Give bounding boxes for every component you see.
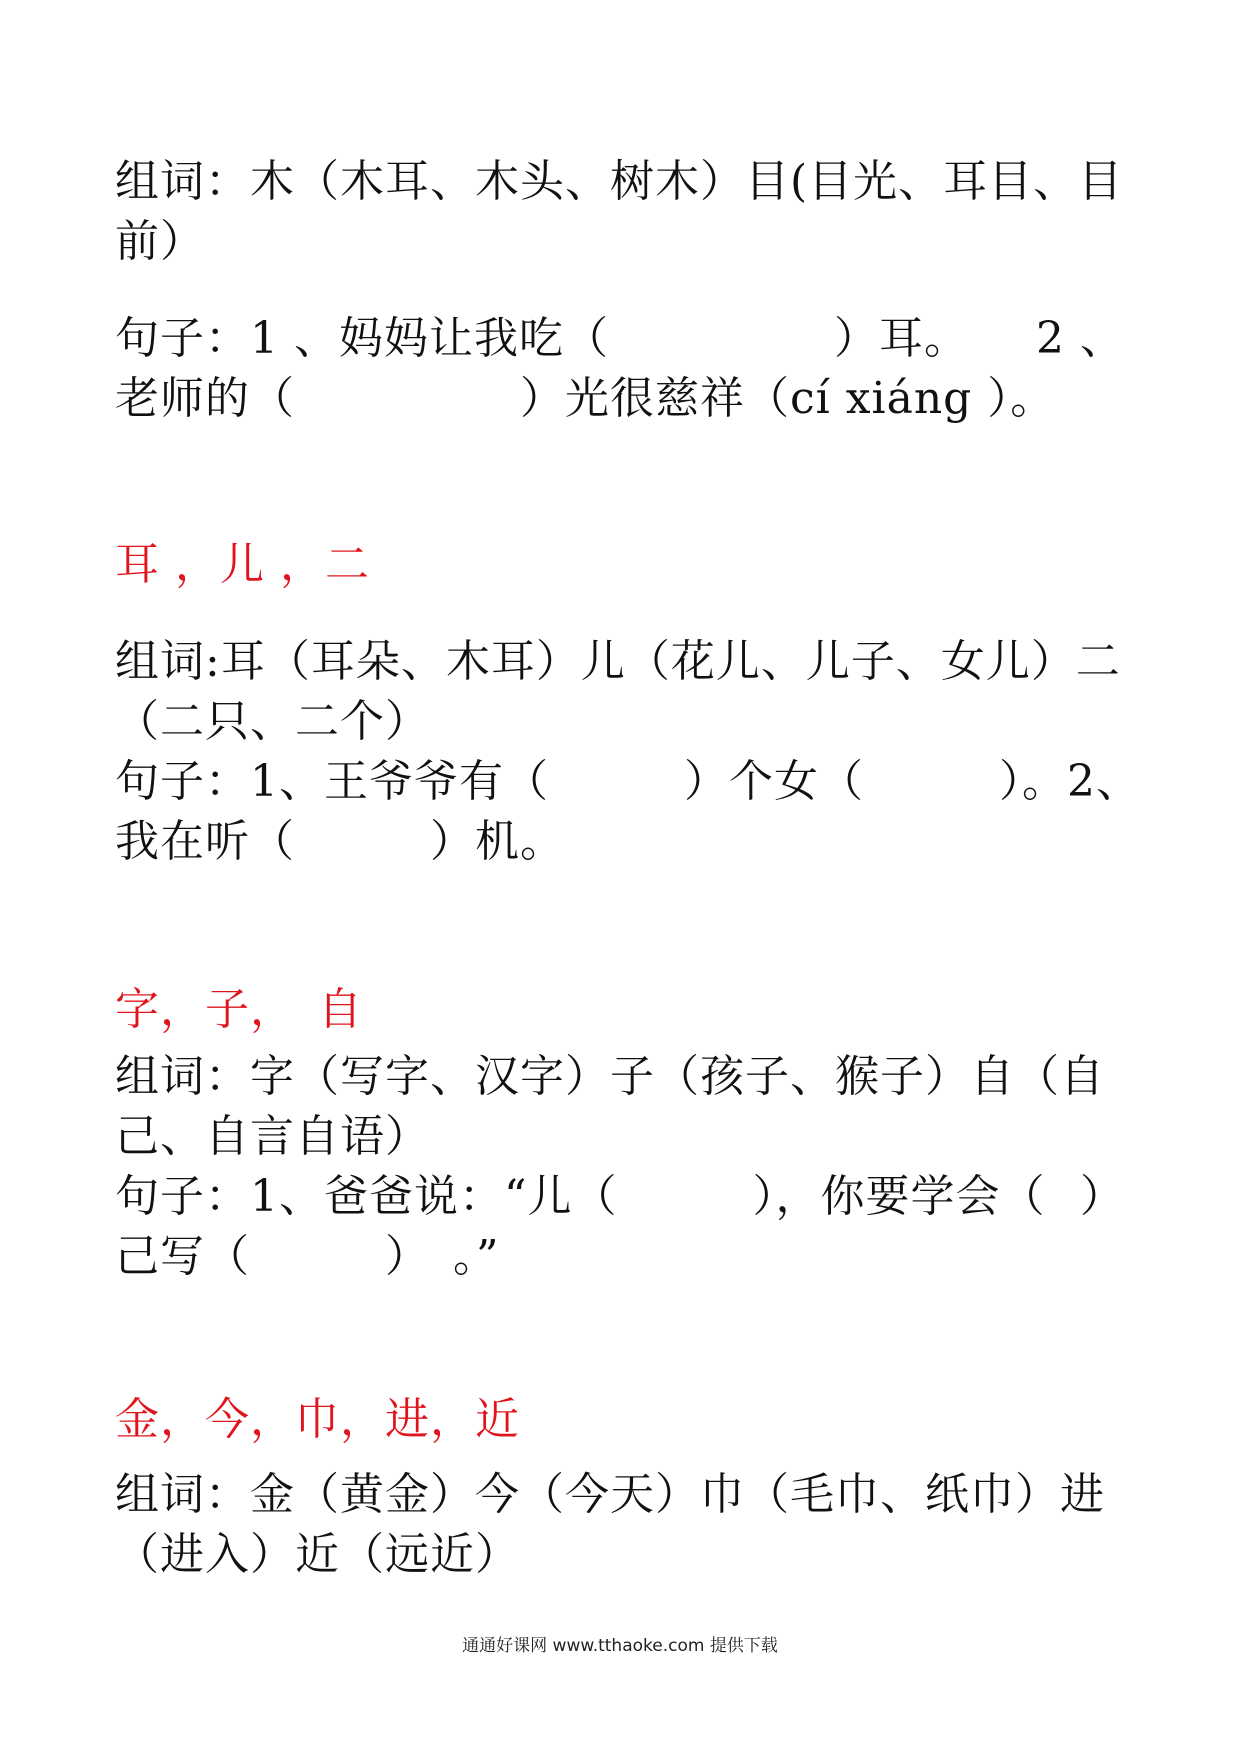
section1-words-line2: 前）: [115, 216, 205, 267]
section4-words-line1: 组词：金（黄金）今（今天）巾（毛巾、纸巾）进: [115, 1469, 1105, 1520]
section1-words-line1: 组词：木（木耳、木头、树木）目(目光、耳目、目: [115, 156, 1124, 207]
section2-words-line2: （二只、二个）: [115, 696, 430, 747]
section1-sentence-part-b: 2 、: [1036, 313, 1125, 364]
section3-words-line1: 组词：字（写字、汉字）子（孩子、猴子）自（自: [115, 1051, 1105, 1102]
section3-words-line2: 己、自言自语）: [115, 1111, 430, 1162]
section3-sentence-line2: 己写（ ） 。”: [115, 1231, 500, 1282]
section2-heading: 耳 ，儿 ，二: [115, 539, 370, 590]
section3-heading: 字，子， 自: [115, 984, 363, 1035]
section2-sentence-line1: [115, 752, 1141, 812]
section2-sentence-part-b: 2、: [1067, 756, 1141, 807]
section1-sentence-part-a: 句子：1 、妈妈让我吃（ ）耳。: [115, 313, 969, 364]
section3-sentence-part-b: ）: [1080, 1171, 1125, 1222]
section1-sentence-line1: [115, 309, 1125, 369]
section2-sentence-line2: 我在听（ ）机。: [115, 816, 565, 867]
page-footer: 通通好课网 www.tthaoke.com 提供下载: [462, 1636, 778, 1656]
section3-sentence-part-a: 句子：1、爸爸说：“儿（ ），你要学会（: [115, 1171, 1046, 1222]
section3-sentence-line1: [115, 1167, 1125, 1227]
section4-words-line2: （进入）近（远近）: [115, 1529, 520, 1580]
section2-words-line1: 组词:耳（耳朵、木耳）儿（花儿、儿子、女儿）二: [115, 636, 1121, 687]
section1-sentence-line2: 老师的（ ）光很慈祥（cí xiáng ）。: [115, 373, 1056, 424]
section2-sentence-part-a: 句子：1、王爷爷有（ ）个女（ ）。: [115, 756, 1067, 807]
section4-heading: 金，今，巾，进，近: [115, 1394, 520, 1445]
